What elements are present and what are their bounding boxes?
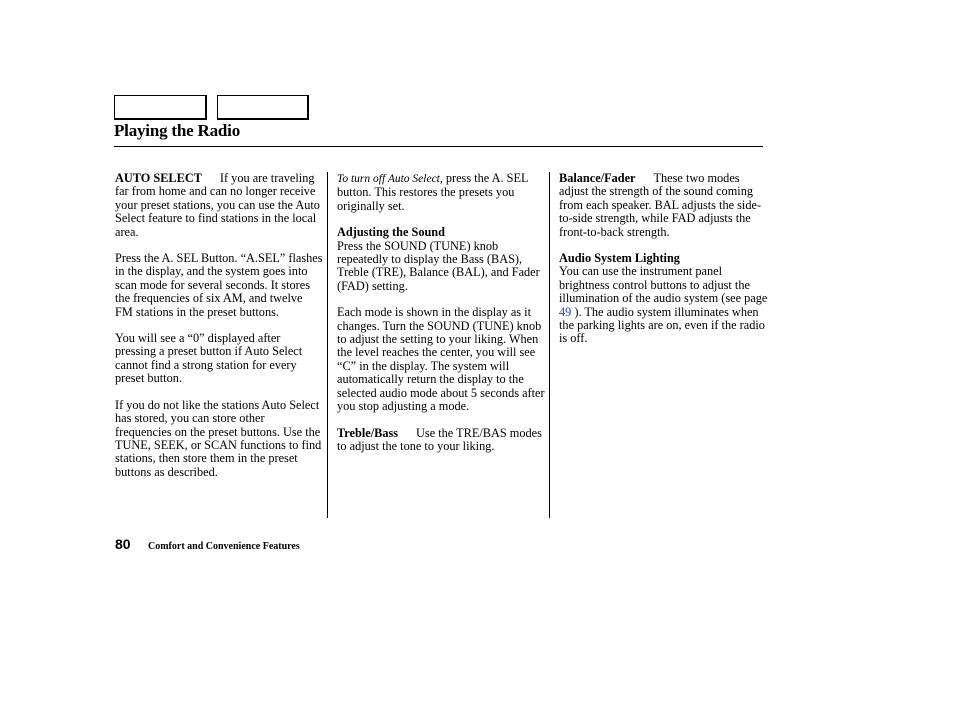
paragraph-text: Press the SOUND (TUNE) knob repeatedly to display the Bass (BAS), Treble (TRE), Balance (BAL), and Fader (FAD) setting.: [337, 238, 540, 293]
paragraph-audio-lighting: [559, 252, 769, 346]
paragraph-text: You can use the instrument panel brightness control buttons to adjust the illumination of the audio system (see page: [559, 264, 768, 306]
page-number: 80: [115, 536, 131, 552]
page-link[interactable]: 49: [559, 304, 572, 319]
paragraph-adjusting-sound: [337, 226, 545, 293]
paragraph-text: Use the TRE/BAS modes to adjust the tone to your liking.: [337, 425, 542, 453]
italic-lead: To turn off Auto Select,: [337, 173, 443, 185]
paragraph-text: press the A. SEL button. This restores the presets you originally set.: [337, 171, 529, 213]
section-heading: Treble/Bass: [337, 425, 399, 440]
paragraph-auto-select: [115, 172, 323, 239]
nav-tab-next[interactable]: [217, 95, 309, 120]
paragraph-turn-off: [337, 172, 545, 213]
column-3: [559, 172, 769, 359]
page-title: Playing the Radio: [114, 121, 241, 140]
section-heading: Audio System Lighting: [559, 251, 680, 266]
paragraph-text: You will see a “0” displayed after pressing a preset button if Auto Select cannot find a strong station for every preset button.: [115, 331, 303, 386]
paragraph-text: If you do not like the stations Auto Select has stored, you can store other frequencies on the preset buttons. Use the TUNE, SEEK, or SCAN functions to find stations, then store them in the preset buttons as described.: [115, 397, 322, 479]
paragraph-text: These two modes adjust the strength of the sound coming from each speaker. BAL adjusts the side-to-side strength, while FAD adjusts the front-to-back strength.: [559, 171, 762, 239]
footer-section-title: Comfort and Convenience Features: [148, 541, 300, 552]
column-1: [115, 172, 323, 492]
paragraph-balance-fader: [559, 172, 769, 239]
paragraph-text: If you are traveling far from home and can no longer receive your preset stations, you can use the Auto Select feature to find stations in the local area.: [115, 171, 320, 239]
paragraph-treble-bass: [337, 427, 545, 454]
column-2: [337, 172, 545, 466]
nav-tab-previous[interactable]: [114, 95, 207, 120]
column-divider: [549, 172, 550, 518]
paragraph-text: Press the A. SEL Button. “A.SEL” flashes in the display, and the system goes into scan mode for several seconds. It stores the frequencies of six AM, and twelve FM stations in the preset buttons.: [115, 251, 323, 319]
title-divider: [114, 146, 763, 147]
column-divider: [327, 172, 328, 518]
paragraph-text: ). The audio system illuminates when the parking lights are on, even if the radio is off.: [559, 304, 765, 346]
section-heading: Adjusting the Sound: [337, 225, 445, 240]
paragraph-text: Each mode is shown in the display as it changes. Turn the SOUND (TUNE) knob to adjust the setting to your liking. When the level reaches the center, you will see “C” in the display. The system will automatically return the display to the selected audio mode about 5 seconds after you stop adjusting a mode.: [337, 305, 545, 414]
section-heading: Balance/Fader: [559, 171, 636, 185]
section-heading: AUTO SELECT: [115, 171, 202, 185]
